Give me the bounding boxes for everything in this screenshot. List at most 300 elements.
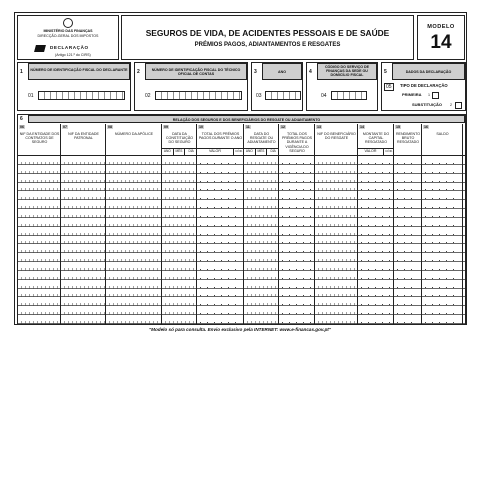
- declaracao-label: DECLARAÇÃO: [50, 45, 89, 50]
- table-cell[interactable]: [315, 244, 358, 253]
- table-cell[interactable]: [244, 244, 279, 253]
- amount-guides: [282, 278, 311, 279]
- table-cell[interactable]: [18, 165, 61, 174]
- table-cell[interactable]: [358, 306, 394, 315]
- table-cell[interactable]: [106, 244, 162, 253]
- table-cell[interactable]: [394, 183, 422, 192]
- table-cell[interactable]: [106, 280, 162, 289]
- table-cell[interactable]: [61, 174, 106, 183]
- table-cell[interactable]: [106, 253, 162, 262]
- table-cell[interactable]: [106, 191, 162, 200]
- section-6-table: [17, 114, 466, 324]
- table-cell[interactable]: [279, 156, 315, 165]
- table-cell[interactable]: [18, 280, 61, 289]
- coat-of-arms-icon: [63, 18, 73, 28]
- table-cell[interactable]: [162, 244, 197, 253]
- column-header-16: [422, 124, 463, 155]
- amount-guides: [200, 225, 240, 226]
- table-cell[interactable]: [18, 253, 61, 262]
- table-row[interactable]: [18, 253, 465, 262]
- table-cell[interactable]: [61, 165, 106, 174]
- table-cell[interactable]: [422, 297, 463, 306]
- table-cell[interactable]: [358, 209, 394, 218]
- table-row[interactable]: [18, 227, 465, 236]
- amount-guides: [397, 295, 418, 296]
- table-cell[interactable]: [197, 174, 244, 183]
- form-subtitle: PRÉMIOS PAGOS, ADIANTAMENTOS E RESGATES: [194, 42, 341, 48]
- modelo-number: 14: [430, 32, 452, 53]
- table-cell[interactable]: [422, 183, 463, 192]
- amount-guides: [200, 242, 240, 243]
- table-cell[interactable]: [279, 262, 315, 271]
- table-cell[interactable]: [394, 200, 422, 209]
- table-cell[interactable]: [61, 209, 106, 218]
- data-rows: [18, 156, 465, 324]
- table-cell[interactable]: [61, 218, 106, 227]
- table-cell[interactable]: [315, 280, 358, 289]
- table-cell[interactable]: [18, 191, 61, 200]
- table-cell[interactable]: [244, 315, 279, 324]
- substituicao-checkbox[interactable]: [455, 102, 462, 109]
- table-cell[interactable]: [422, 280, 463, 289]
- table-cell[interactable]: [106, 315, 162, 324]
- table-cell[interactable]: [422, 306, 463, 315]
- table-cell[interactable]: [162, 262, 197, 271]
- table-cell[interactable]: [106, 306, 162, 315]
- table-cell[interactable]: [394, 280, 422, 289]
- table-cell[interactable]: [18, 315, 61, 324]
- table-cell[interactable]: [61, 236, 106, 245]
- table-cell[interactable]: [315, 306, 358, 315]
- date-subheader: MÊS: [174, 148, 186, 155]
- table-cell[interactable]: [279, 289, 315, 298]
- table-cell[interactable]: [315, 218, 358, 227]
- table-cell[interactable]: [279, 183, 315, 192]
- table-cell[interactable]: [244, 253, 279, 262]
- table-cell[interactable]: [197, 315, 244, 324]
- table-cell[interactable]: [162, 209, 197, 218]
- table-cell[interactable]: [162, 297, 197, 306]
- table-cell[interactable]: [106, 289, 162, 298]
- amount-guides: [200, 260, 240, 261]
- table-cell[interactable]: [358, 262, 394, 271]
- table-cell[interactable]: [162, 289, 197, 298]
- table-cell[interactable]: [106, 271, 162, 280]
- table-cell[interactable]: [315, 315, 358, 324]
- table-cell[interactable]: [197, 183, 244, 192]
- column-label: DATA DA CONSTITUIÇÃO DO SEGURO: [165, 132, 194, 145]
- table-cell[interactable]: [394, 262, 422, 271]
- table-cell[interactable]: [394, 227, 422, 236]
- amount-guides: [282, 216, 311, 217]
- table-cell[interactable]: [244, 262, 279, 271]
- table-cell[interactable]: [358, 271, 394, 280]
- table-cell[interactable]: [279, 244, 315, 253]
- table-cell[interactable]: [162, 253, 197, 262]
- table-cell[interactable]: [394, 209, 422, 218]
- table-cell[interactable]: [18, 209, 61, 218]
- table-cell[interactable]: [61, 244, 106, 253]
- table-row[interactable]: [18, 236, 465, 245]
- column-number: 10: [199, 125, 203, 129]
- table-cell[interactable]: [244, 280, 279, 289]
- table-cell[interactable]: [422, 200, 463, 209]
- table-cell[interactable]: [197, 200, 244, 209]
- amount-guides: [200, 216, 240, 217]
- amount-guides: [282, 287, 311, 288]
- table-cell[interactable]: [106, 262, 162, 271]
- column-header-08: [106, 124, 162, 155]
- table-row[interactable]: [18, 262, 465, 271]
- table-cell[interactable]: [61, 315, 106, 324]
- table-cell[interactable]: [422, 227, 463, 236]
- table-cell[interactable]: [315, 174, 358, 183]
- table-cell[interactable]: [18, 297, 61, 306]
- table-cell[interactable]: [197, 236, 244, 245]
- table-cell[interactable]: [162, 280, 197, 289]
- table-cell[interactable]: [394, 297, 422, 306]
- table-cell[interactable]: [61, 191, 106, 200]
- amount-guides: [397, 234, 418, 235]
- table-cell[interactable]: [422, 262, 463, 271]
- table-cell[interactable]: [394, 271, 422, 280]
- table-cell[interactable]: [162, 174, 197, 183]
- field-5-code: 05: [386, 84, 392, 90]
- table-cell[interactable]: [394, 218, 422, 227]
- table-cell[interactable]: [394, 174, 422, 183]
- column-label: MONTANTE DO CAPITAL RESGATADO: [362, 132, 390, 145]
- table-cell[interactable]: [244, 297, 279, 306]
- table-cell[interactable]: [197, 262, 244, 271]
- amount-guides: [425, 313, 459, 314]
- table-cell[interactable]: [197, 244, 244, 253]
- table-cell[interactable]: [358, 191, 394, 200]
- table-row[interactable]: [18, 244, 465, 253]
- table-cell[interactable]: [106, 165, 162, 174]
- table-cell[interactable]: [422, 191, 463, 200]
- table-cell[interactable]: [61, 297, 106, 306]
- table-cell[interactable]: [394, 315, 422, 324]
- table-cell[interactable]: [61, 200, 106, 209]
- table-cell[interactable]: [279, 315, 315, 324]
- table-cell[interactable]: [315, 227, 358, 236]
- amount-guides: [200, 278, 240, 279]
- table-cell[interactable]: [422, 165, 463, 174]
- table-cell[interactable]: [18, 218, 61, 227]
- table-cell[interactable]: [358, 253, 394, 262]
- table-cell[interactable]: [422, 209, 463, 218]
- table-cell[interactable]: [244, 156, 279, 165]
- table-cell[interactable]: [61, 156, 106, 165]
- amount-guides: [397, 198, 418, 199]
- table-cell[interactable]: [422, 244, 463, 253]
- table-cell[interactable]: [197, 280, 244, 289]
- table-cell[interactable]: [315, 183, 358, 192]
- table-cell[interactable]: [61, 306, 106, 315]
- table-cell[interactable]: [358, 244, 394, 253]
- table-cell[interactable]: [106, 227, 162, 236]
- table-cell[interactable]: [279, 174, 315, 183]
- amount-guides: [200, 234, 240, 235]
- table-cell[interactable]: [197, 297, 244, 306]
- table-cell[interactable]: [394, 191, 422, 200]
- amount-guides: [282, 251, 311, 252]
- table-cell[interactable]: [358, 200, 394, 209]
- modelo-label: MODELO: [427, 24, 455, 30]
- table-cell[interactable]: [244, 183, 279, 192]
- amount-guides: [361, 216, 390, 217]
- column-label: DATA DO RESGATE OU ADIANTAMENTO: [247, 132, 276, 145]
- table-cell[interactable]: [244, 165, 279, 174]
- table-cell[interactable]: [244, 209, 279, 218]
- table-row[interactable]: [18, 165, 465, 174]
- table-cell[interactable]: [422, 315, 463, 324]
- date-subheader: DIA: [267, 148, 279, 155]
- amount-guides: [397, 216, 418, 217]
- table-cell[interactable]: [18, 289, 61, 298]
- table-cell[interactable]: [279, 191, 315, 200]
- table-cell[interactable]: [279, 165, 315, 174]
- table-row[interactable]: [18, 289, 465, 298]
- amount-guides: [200, 163, 240, 164]
- table-cell[interactable]: [315, 191, 358, 200]
- amount-guides: [397, 304, 418, 305]
- amount-guides: [282, 295, 311, 296]
- table-cell[interactable]: [61, 280, 106, 289]
- table-row[interactable]: [18, 280, 465, 289]
- table-cell[interactable]: [162, 227, 197, 236]
- table-cell[interactable]: [244, 306, 279, 315]
- amount-guides: [361, 181, 390, 182]
- table-cell[interactable]: [315, 253, 358, 262]
- table-cell[interactable]: [61, 262, 106, 271]
- table-cell[interactable]: [61, 271, 106, 280]
- table-cell[interactable]: [394, 289, 422, 298]
- table-cell[interactable]: [279, 218, 315, 227]
- table-cell[interactable]: [244, 289, 279, 298]
- table-cell[interactable]: [358, 280, 394, 289]
- table-cell[interactable]: [197, 218, 244, 227]
- field-4-code: 04: [321, 93, 327, 99]
- table-cell[interactable]: [197, 271, 244, 280]
- amount-guides: [361, 278, 390, 279]
- column-label: NIF DA ENTIDADE PATRONAL: [68, 132, 99, 141]
- table-cell[interactable]: [162, 156, 197, 165]
- amount-guides: [361, 225, 390, 226]
- table-cell[interactable]: [358, 165, 394, 174]
- table-cell[interactable]: [18, 306, 61, 315]
- table-cell[interactable]: [315, 297, 358, 306]
- table-cell[interactable]: [244, 191, 279, 200]
- primeira-checkbox[interactable]: [432, 92, 439, 99]
- amount-guides: [361, 322, 390, 323]
- amount-guides: [282, 207, 311, 208]
- table-cell[interactable]: [197, 289, 244, 298]
- table-cell[interactable]: [422, 218, 463, 227]
- amount-guides: [425, 181, 459, 182]
- table-cell[interactable]: [422, 253, 463, 262]
- table-cell[interactable]: [422, 174, 463, 183]
- table-row[interactable]: [18, 271, 465, 280]
- table-cell[interactable]: [61, 227, 106, 236]
- table-cell[interactable]: [394, 236, 422, 245]
- table-cell[interactable]: [106, 183, 162, 192]
- table-row[interactable]: [18, 306, 465, 315]
- table-row[interactable]: [18, 156, 465, 165]
- table-row[interactable]: [18, 297, 465, 306]
- table-cell[interactable]: [315, 209, 358, 218]
- table-cell[interactable]: [197, 227, 244, 236]
- table-cell[interactable]: [422, 289, 463, 298]
- table-cell[interactable]: [18, 262, 61, 271]
- table-cell[interactable]: [394, 253, 422, 262]
- codigo-servico-input[interactable]: [331, 91, 367, 100]
- table-cell[interactable]: [279, 297, 315, 306]
- table-cell[interactable]: [197, 165, 244, 174]
- table-cell[interactable]: [358, 315, 394, 324]
- table-cell[interactable]: [279, 209, 315, 218]
- table-row[interactable]: [18, 209, 465, 218]
- date-subheader: DIA: [185, 148, 197, 155]
- table-cell[interactable]: [315, 262, 358, 271]
- table-cell[interactable]: [244, 271, 279, 280]
- table-cell[interactable]: [279, 200, 315, 209]
- table-cell[interactable]: [279, 227, 315, 236]
- table-row[interactable]: [18, 218, 465, 227]
- table-cell[interactable]: [18, 244, 61, 253]
- amount-guides: [397, 322, 418, 323]
- table-cell[interactable]: [106, 156, 162, 165]
- table-cell[interactable]: [61, 289, 106, 298]
- amount-guides: [425, 278, 459, 279]
- table-cell[interactable]: [315, 165, 358, 174]
- table-cell[interactable]: [244, 200, 279, 209]
- table-cell[interactable]: [197, 253, 244, 262]
- table-row[interactable]: [18, 191, 465, 200]
- table-cell[interactable]: [394, 306, 422, 315]
- column-header-11: [244, 124, 279, 155]
- table-cell[interactable]: [358, 174, 394, 183]
- table-cell[interactable]: [162, 200, 197, 209]
- table-cell[interactable]: [422, 271, 463, 280]
- table-cell[interactable]: [162, 306, 197, 315]
- table-cell[interactable]: [394, 165, 422, 174]
- table-cell[interactable]: [197, 191, 244, 200]
- table-cell[interactable]: [358, 236, 394, 245]
- table-cell[interactable]: [358, 218, 394, 227]
- date-subheader: ANO: [244, 148, 256, 155]
- section-6-title: RELAÇÃO DOS SEGUROS E DOS BENEFICIÁRIOS DO RESGATE OU ADIANTAMENTO: [28, 115, 465, 123]
- table-cell[interactable]: [162, 218, 197, 227]
- ministry-block: [17, 15, 119, 60]
- table-cell[interactable]: [358, 183, 394, 192]
- table-cell[interactable]: [279, 280, 315, 289]
- table-cell[interactable]: [358, 227, 394, 236]
- table-cell[interactable]: [61, 253, 106, 262]
- amount-guides: [425, 260, 459, 261]
- table-cell[interactable]: [315, 200, 358, 209]
- table-cell[interactable]: [244, 227, 279, 236]
- table-cell[interactable]: [279, 236, 315, 245]
- table-cell[interactable]: [244, 236, 279, 245]
- amount-guides: [425, 207, 459, 208]
- column-label: TOTAL DOS PRÉMIOS PAGOS DURANTE A VIGÊNCIA DO SEGURO: [281, 132, 313, 153]
- table-cell[interactable]: [18, 236, 61, 245]
- amount-guides: [361, 251, 390, 252]
- amount-guides: [200, 207, 240, 208]
- table-cell[interactable]: [315, 271, 358, 280]
- table-cell[interactable]: [106, 209, 162, 218]
- table-cell[interactable]: [162, 271, 197, 280]
- table-cell[interactable]: [315, 289, 358, 298]
- table-cell[interactable]: [279, 253, 315, 262]
- table-cell[interactable]: [18, 200, 61, 209]
- table-cell[interactable]: [315, 236, 358, 245]
- table-cell[interactable]: [358, 297, 394, 306]
- table-cell[interactable]: [422, 156, 463, 165]
- table-cell[interactable]: [422, 236, 463, 245]
- table-row[interactable]: [18, 174, 465, 183]
- amount-guides: [361, 172, 390, 173]
- column-header-13: [315, 124, 358, 155]
- ano-input[interactable]: [265, 91, 301, 100]
- column-label: RENDIMENTO BRUTO RESGATADO: [395, 132, 421, 145]
- table-cell[interactable]: [18, 183, 61, 192]
- table-cell[interactable]: [61, 183, 106, 192]
- table-cell[interactable]: [162, 315, 197, 324]
- table-cell[interactable]: [244, 218, 279, 227]
- table-cell[interactable]: [358, 289, 394, 298]
- table-cell[interactable]: [18, 174, 61, 183]
- amount-guides: [425, 234, 459, 235]
- nif-toc-input[interactable]: [155, 91, 242, 100]
- column-header-10: [197, 124, 244, 155]
- table-cell[interactable]: [244, 174, 279, 183]
- table-cell[interactable]: [106, 236, 162, 245]
- table-cell[interactable]: [358, 156, 394, 165]
- table-row[interactable]: [18, 200, 465, 209]
- table-cell[interactable]: [197, 156, 244, 165]
- field-4-label: CÓDIGO DO SERVIÇO DE FINANÇAS DA SEDE OU DOMICÍLIO FISCAL: [317, 63, 377, 80]
- table-cell[interactable]: [106, 174, 162, 183]
- amount-guides: [361, 260, 390, 261]
- table-cell[interactable]: [18, 271, 61, 280]
- table-cell[interactable]: [197, 306, 244, 315]
- field-5-number: 5: [384, 69, 387, 75]
- table-cell[interactable]: [197, 209, 244, 218]
- table-cell[interactable]: [394, 244, 422, 253]
- nif-declarante-input[interactable]: [38, 91, 125, 100]
- table-cell[interactable]: [162, 191, 197, 200]
- column-header-06: [18, 124, 61, 155]
- table-cell[interactable]: [394, 156, 422, 165]
- table-cell[interactable]: [162, 236, 197, 245]
- form-title: SEGUROS DE VIDA, DE ACIDENTES PESSOAIS E DE SAÚDE: [145, 28, 390, 38]
- table-cell[interactable]: [106, 297, 162, 306]
- table-cell[interactable]: [315, 156, 358, 165]
- table-cell[interactable]: [106, 200, 162, 209]
- table-cell[interactable]: [106, 218, 162, 227]
- column-label: NIF DA ENTIDADE DOS CONTRATOS DE SEGURO: [19, 132, 60, 145]
- table-cell[interactable]: [162, 165, 197, 174]
- table-cell[interactable]: [162, 183, 197, 192]
- table-cell[interactable]: [18, 227, 61, 236]
- table-cell[interactable]: [279, 306, 315, 315]
- table-cell[interactable]: [279, 271, 315, 280]
- table-row[interactable]: [18, 315, 465, 324]
- table-row[interactable]: [18, 183, 465, 192]
- table-cell[interactable]: [18, 156, 61, 165]
